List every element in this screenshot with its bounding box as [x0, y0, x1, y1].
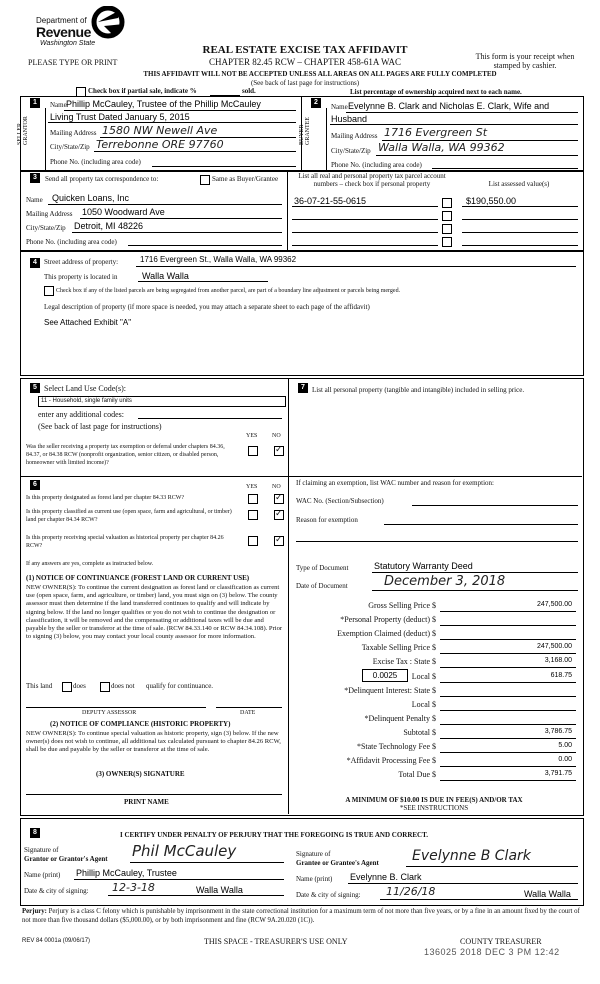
fee-row-value[interactable]: 3,791.75 — [544, 770, 572, 778]
grantee-sig-label-1: Signature of — [296, 850, 331, 858]
deputy-label: DEPUTY ASSESSOR — [82, 710, 137, 716]
section-6-number: 6 — [30, 480, 40, 490]
grantor-sig-label-1: Signature of — [24, 846, 59, 854]
s6-q2-no[interactable] — [274, 510, 284, 520]
s3-city-label: City/State/Zip — [26, 224, 66, 232]
revenue-logo-icon — [90, 6, 130, 40]
grantee-city[interactable]: Walla Walla — [524, 889, 571, 899]
notice1-title: (1) NOTICE OF CONTINUANCE (FOREST LAND OR CURRENT USE) — [26, 574, 250, 582]
legal-description[interactable]: See Attached Exhibit "A" — [44, 318, 132, 327]
parcel-2-personal-checkbox[interactable] — [442, 211, 452, 221]
send-label: Send all property tax correspondence to: — [45, 175, 159, 183]
wac-claim-label: If claiming an exemption, list WAC number and reason for exemption: — [296, 479, 494, 487]
fee-row-value[interactable]: 3,786.75 — [544, 727, 572, 735]
treasurer-stamp: 136025 2018 DEC 3 PM 12:42 — [424, 947, 560, 957]
form-title: REAL ESTATE EXCISE TAX AFFIDAVIT — [202, 44, 408, 56]
fee-row-label: Exemption Claimed (deduct) $ — [337, 629, 436, 639]
s3-phone-label: Phone No. (including area code) — [26, 238, 117, 246]
s6-yes: YES — [246, 484, 258, 490]
fee-row-label: *Delinquent Interest: State $ — [344, 685, 436, 695]
additional-codes-label: enter any additional codes: — [38, 410, 124, 419]
if-yes-text: If any answers are yes, complete as instructed below. — [26, 561, 154, 567]
section-2-number: 2 — [311, 98, 321, 108]
street-label: Street address of property: — [44, 258, 119, 266]
section-4-number: 4 — [30, 258, 40, 268]
revenue-logo — [28, 6, 138, 52]
sold-label: sold. — [242, 87, 256, 95]
fee-row-value[interactable]: 3,168.00 — [544, 657, 572, 665]
parcel-header: List all real and personal property tax parcel account numbers – check box if personal property — [298, 172, 446, 188]
partial-sale-label: Check box if partial sale, indicate % — [88, 87, 197, 95]
wac-no-label: WAC No. (Section/Subsection) — [296, 497, 384, 505]
s6-q3-yes[interactable] — [248, 536, 258, 546]
notice2-text: NEW OWNER(S): To continue special valuation as historic property, sign (3) below. If the new owner(s) does not wish to continue, all additional tax calculated pursuant to chapter 84.26 RCW, shall be due and payable by the seller or transferor at the time of sale. — [26, 730, 281, 754]
fee-row-value[interactable]: 618.75 — [550, 671, 572, 679]
seller-city-label: City/State/Zip — [50, 143, 90, 151]
please-type: PLEASE TYPE OR PRINT — [28, 58, 118, 67]
certify-text: I CERTIFY UNDER PENALTY OF PERJURY THAT THE FOREGOING IS TRUE AND CORRECT. — [120, 831, 429, 839]
buyer-name-1[interactable]: Evelynne B. Clark and Nicholas E. Clark, Wife and — [348, 101, 550, 111]
parcel-4-personal-checkbox[interactable] — [442, 237, 452, 247]
s6-q3-no[interactable] — [274, 536, 284, 546]
grantee-name-label: Name (print) — [296, 875, 333, 883]
print-name-label: PRINT NAME — [124, 798, 169, 806]
fee-row-value[interactable]: 247,500.00 — [536, 601, 572, 608]
buyer-side-label: BUYER GRANTEE — [299, 117, 311, 145]
s3-name[interactable]: Quicken Loans, Inc — [52, 193, 130, 203]
does-checkbox[interactable] — [62, 682, 72, 692]
grantee-date[interactable]: 11/26/18 — [386, 885, 436, 898]
parcel-3-personal-checkbox[interactable] — [442, 224, 452, 234]
doc-type-label: Type of Document — [296, 564, 349, 572]
does-not-checkbox[interactable] — [100, 682, 110, 692]
fee-row-label: Total Due $ — [398, 770, 436, 780]
grantor-date[interactable]: 12-3-18 — [112, 881, 155, 894]
seller-phone-label: Phone No. (including area code) — [50, 158, 141, 166]
s6-no: NO — [272, 484, 281, 490]
land-use-select[interactable]: 11 - Household, single family units — [38, 396, 286, 407]
buyer-phone-label: Phone No. (including area code) — [331, 161, 422, 169]
section-3-number: 3 — [30, 173, 40, 183]
reason-label: Reason for exemption — [296, 516, 358, 524]
owner-sig-label: (3) OWNER(S) SIGNATURE — [96, 770, 185, 778]
qualify-label: qualify for continuance. — [146, 682, 214, 690]
fee-row-label: Local $ — [411, 699, 436, 709]
seller-mail[interactable]: 1580 NW Newell Ave — [102, 124, 218, 137]
grantor-date-label: Date & city of signing: — [24, 887, 89, 895]
located-label: This property is located in — [44, 273, 118, 281]
form-chapter: CHAPTER 82.45 RCW – CHAPTER 458-61A WAC — [209, 57, 401, 67]
section-1-number: 1 — [30, 98, 40, 108]
buyer-mail-label: Mailing Address — [331, 132, 378, 140]
logo-dept: Department of — [36, 16, 87, 25]
grantor-signature[interactable]: Phil McCauley — [132, 842, 237, 860]
s6-q3: Is this property receiving special valuation as historical property per chapter 84.26 RCW? — [26, 535, 224, 549]
warning-text: THIS AFFIDAVIT WILL NOT BE ACCEPTED UNLESS ALL AREAS ON ALL PAGES ARE FULLY COMPLETED — [143, 70, 497, 78]
s5-see-back: (See back of last page for instructions) — [38, 422, 162, 431]
seller-side-label: SELLER GRANTOR — [17, 116, 29, 145]
s3-city[interactable]: Detroit, MI 48226 — [74, 221, 144, 231]
perjury-body: Perjury is a class C felony which is punishable by imprisonment in the state correctional institution for a maximum term of not more than five years, or by a fine in an amount fixed by the court of not more than five thousand dollars ($5,000.00), or by both imprisonment and fine (RCW 9A.20.020 (1C)). — [22, 908, 580, 924]
land-use-label: Select Land Use Code(s): — [44, 384, 126, 393]
form-number: REV 84 0001a (09/06/17) — [22, 938, 91, 944]
section-8-number: 8 — [30, 828, 40, 838]
fee-row-value[interactable]: 0.00 — [558, 756, 572, 764]
buyer-city[interactable]: Walla Walla, WA 99362 — [378, 141, 505, 154]
same-as-buyer-label: Same as Buyer/Grantee — [212, 175, 279, 183]
logo-state: Washington State — [40, 40, 96, 47]
seller-name-label: Name — [50, 101, 67, 109]
doc-type[interactable]: Statutory Warranty Deed — [374, 561, 473, 571]
s3-mail[interactable]: 1050 Woodward Ave — [82, 207, 165, 217]
grantor-name[interactable]: Phillip McCauley, Trustee — [76, 868, 177, 878]
grantor-sig-label-2: Grantor or Grantor's Agent — [24, 855, 108, 863]
s6-q2-yes[interactable] — [248, 510, 258, 520]
legal-label: Legal description of property (if more space is needed, you may attach a separate sheet to each page of the affidavit) — [44, 303, 370, 311]
segregated-label: Check box if any of the listed parcels are being segregated from another parcel, are part of a boundary line adjustment or parcels being merged. — [56, 288, 401, 294]
s6-q1-yes[interactable] — [248, 494, 258, 504]
does-label: does — [73, 682, 86, 690]
fee-row-value[interactable]: 247,500.00 — [536, 643, 572, 651]
buyer-city-label: City/State/Zip — [331, 147, 371, 155]
fee-row-label: Local $ — [411, 671, 436, 681]
minimum-note: A MINIMUM OF $10.00 IS DUE IN FEE(S) AND/OR TAX — [345, 796, 523, 804]
fee-row-label: *Personal Property (deduct) $ — [340, 615, 436, 625]
perjury-text — [22, 908, 580, 925]
assessed-header: List assessed value(s) — [488, 180, 550, 188]
fee-row-label: *Delinquent Penalty $ — [364, 713, 436, 723]
see-back-header: (See back of last page for instructions) — [250, 79, 360, 87]
s6-q2: Is this property classified as current use (open space, farm and agricultural, or timber) land per chapter 84.34 RCW? — [26, 509, 232, 523]
treasurer-space: THIS SPACE - TREASURER'S USE ONLY — [204, 937, 348, 946]
buyer-name-2[interactable]: Husband — [331, 114, 368, 124]
seller-mail-label: Mailing Address — [50, 129, 97, 137]
parcel-number[interactable]: 36-07-21-55-0615 — [294, 196, 367, 206]
doc-date[interactable]: December 3, 2018 — [384, 574, 506, 589]
section-5-number: 5 — [30, 383, 40, 393]
seller-city[interactable]: Terrebonne ORE 97760 — [96, 138, 224, 151]
fee-row-label: Subtotal $ — [403, 727, 436, 737]
receipt-note: This form is your receipt when stamped by cashier. — [475, 52, 575, 70]
local-rate[interactable]: 0.0025 — [362, 669, 408, 682]
buyer-mail[interactable]: 1716 Evergreen St — [384, 126, 488, 139]
grantee-date-label: Date & city of signing: — [296, 891, 361, 899]
buyer-name-label: Name — [331, 103, 348, 111]
fee-row-value[interactable]: 5.00 — [558, 742, 572, 749]
grantee-signature[interactable]: Evelynne B Clark — [412, 848, 531, 864]
fee-row-label: Taxable Selling Price $ — [361, 643, 436, 653]
fee-row-label: *State Technology Fee $ — [356, 742, 436, 751]
perjury-label: Perjury: — [22, 908, 47, 915]
same-as-buyer-checkbox[interactable] — [200, 175, 210, 185]
logo-agency: Revenue — [36, 24, 91, 40]
located-in[interactable]: Walla Walla — [142, 271, 189, 281]
s5-no-checkbox[interactable] — [274, 446, 284, 456]
date-label: DATE — [240, 710, 256, 716]
s6-q1-no[interactable] — [274, 494, 284, 504]
s5-no: NO — [272, 433, 281, 439]
grantor-name-label: Name (print) — [24, 871, 61, 879]
county-treasurer: COUNTY TREASURER — [460, 937, 542, 946]
doc-date-label: Date of Document — [296, 582, 348, 590]
parcel-1-personal-checkbox[interactable] — [442, 198, 452, 208]
assessed-value[interactable]: $190,550.00 — [466, 196, 517, 206]
grantee-name[interactable]: Evelynne B. Clark — [350, 872, 422, 882]
does-not-label: does not — [111, 682, 135, 690]
street-address[interactable]: 1716 Evergreen St., Walla Walla, WA 99362 — [140, 255, 297, 264]
notice2-title: (2) NOTICE OF COMPLIANCE (HISTORIC PROPERTY) — [50, 720, 231, 728]
exemption-question: Was the seller receiving a property tax exemption or deferral under chapters 84.36, 84.37, or 84.38 RCW (nonprofit organization, senior citizen, or disabled person, homeowner with limited income)? — [26, 444, 225, 466]
personal-prop-label: List all personal property (tangible and intangible) included in selling price. — [312, 386, 525, 394]
grantor-city[interactable]: Walla Walla — [196, 885, 243, 895]
seller-name-1[interactable]: Phillip McCauley, Trustee of the Phillip McCauley — [66, 99, 261, 109]
s5-yes-checkbox[interactable] — [248, 446, 258, 456]
pct-own-label: List percentage of ownership acquired next to each name. — [350, 88, 522, 96]
this-land-label: This land — [26, 682, 53, 690]
section-4 — [20, 250, 584, 376]
s6-q1: Is this property designated as forest land per chapter 84.33 RCW? — [26, 495, 185, 501]
fee-row-label: Gross Selling Price $ — [368, 601, 436, 610]
fee-row-label: Excise Tax : State $ — [372, 657, 436, 667]
s5-yes: YES — [246, 433, 258, 439]
s3-mail-label: Mailing Address — [26, 210, 73, 218]
segregated-checkbox[interactable] — [44, 286, 54, 296]
notice1-text: NEW OWNER(S): To continue the current designation as forest land or classification as current use (open space, farm, and agriculture, or timber) land, you must sign on (3) below. The county assessor must then determine if the land transferred continues to qualify and will indicate by signing below. If the land no longer qualifies or you do not wish to continue the designation or classification, it will be removed and the compensating or additional taxes will be due and payable by the seller or transferor at the time of sale. (RCW 84.33.140 or RCW 84.34.108). Prior to signing (3) below, you may contact your local county assessor for more information. — [26, 584, 283, 641]
seller-name-2[interactable]: Living Trust Dated January 5, 2015 — [50, 112, 190, 122]
fee-row-label: *Affidavit Processing Fee $ — [346, 756, 436, 766]
s3-name-label: Name — [26, 196, 43, 204]
grantee-sig-label-2: Grantee or Grantee's Agent — [296, 859, 379, 867]
see-instr-note: *SEE INSTRUCTIONS — [399, 804, 469, 812]
section-7-number: 7 — [298, 383, 308, 393]
